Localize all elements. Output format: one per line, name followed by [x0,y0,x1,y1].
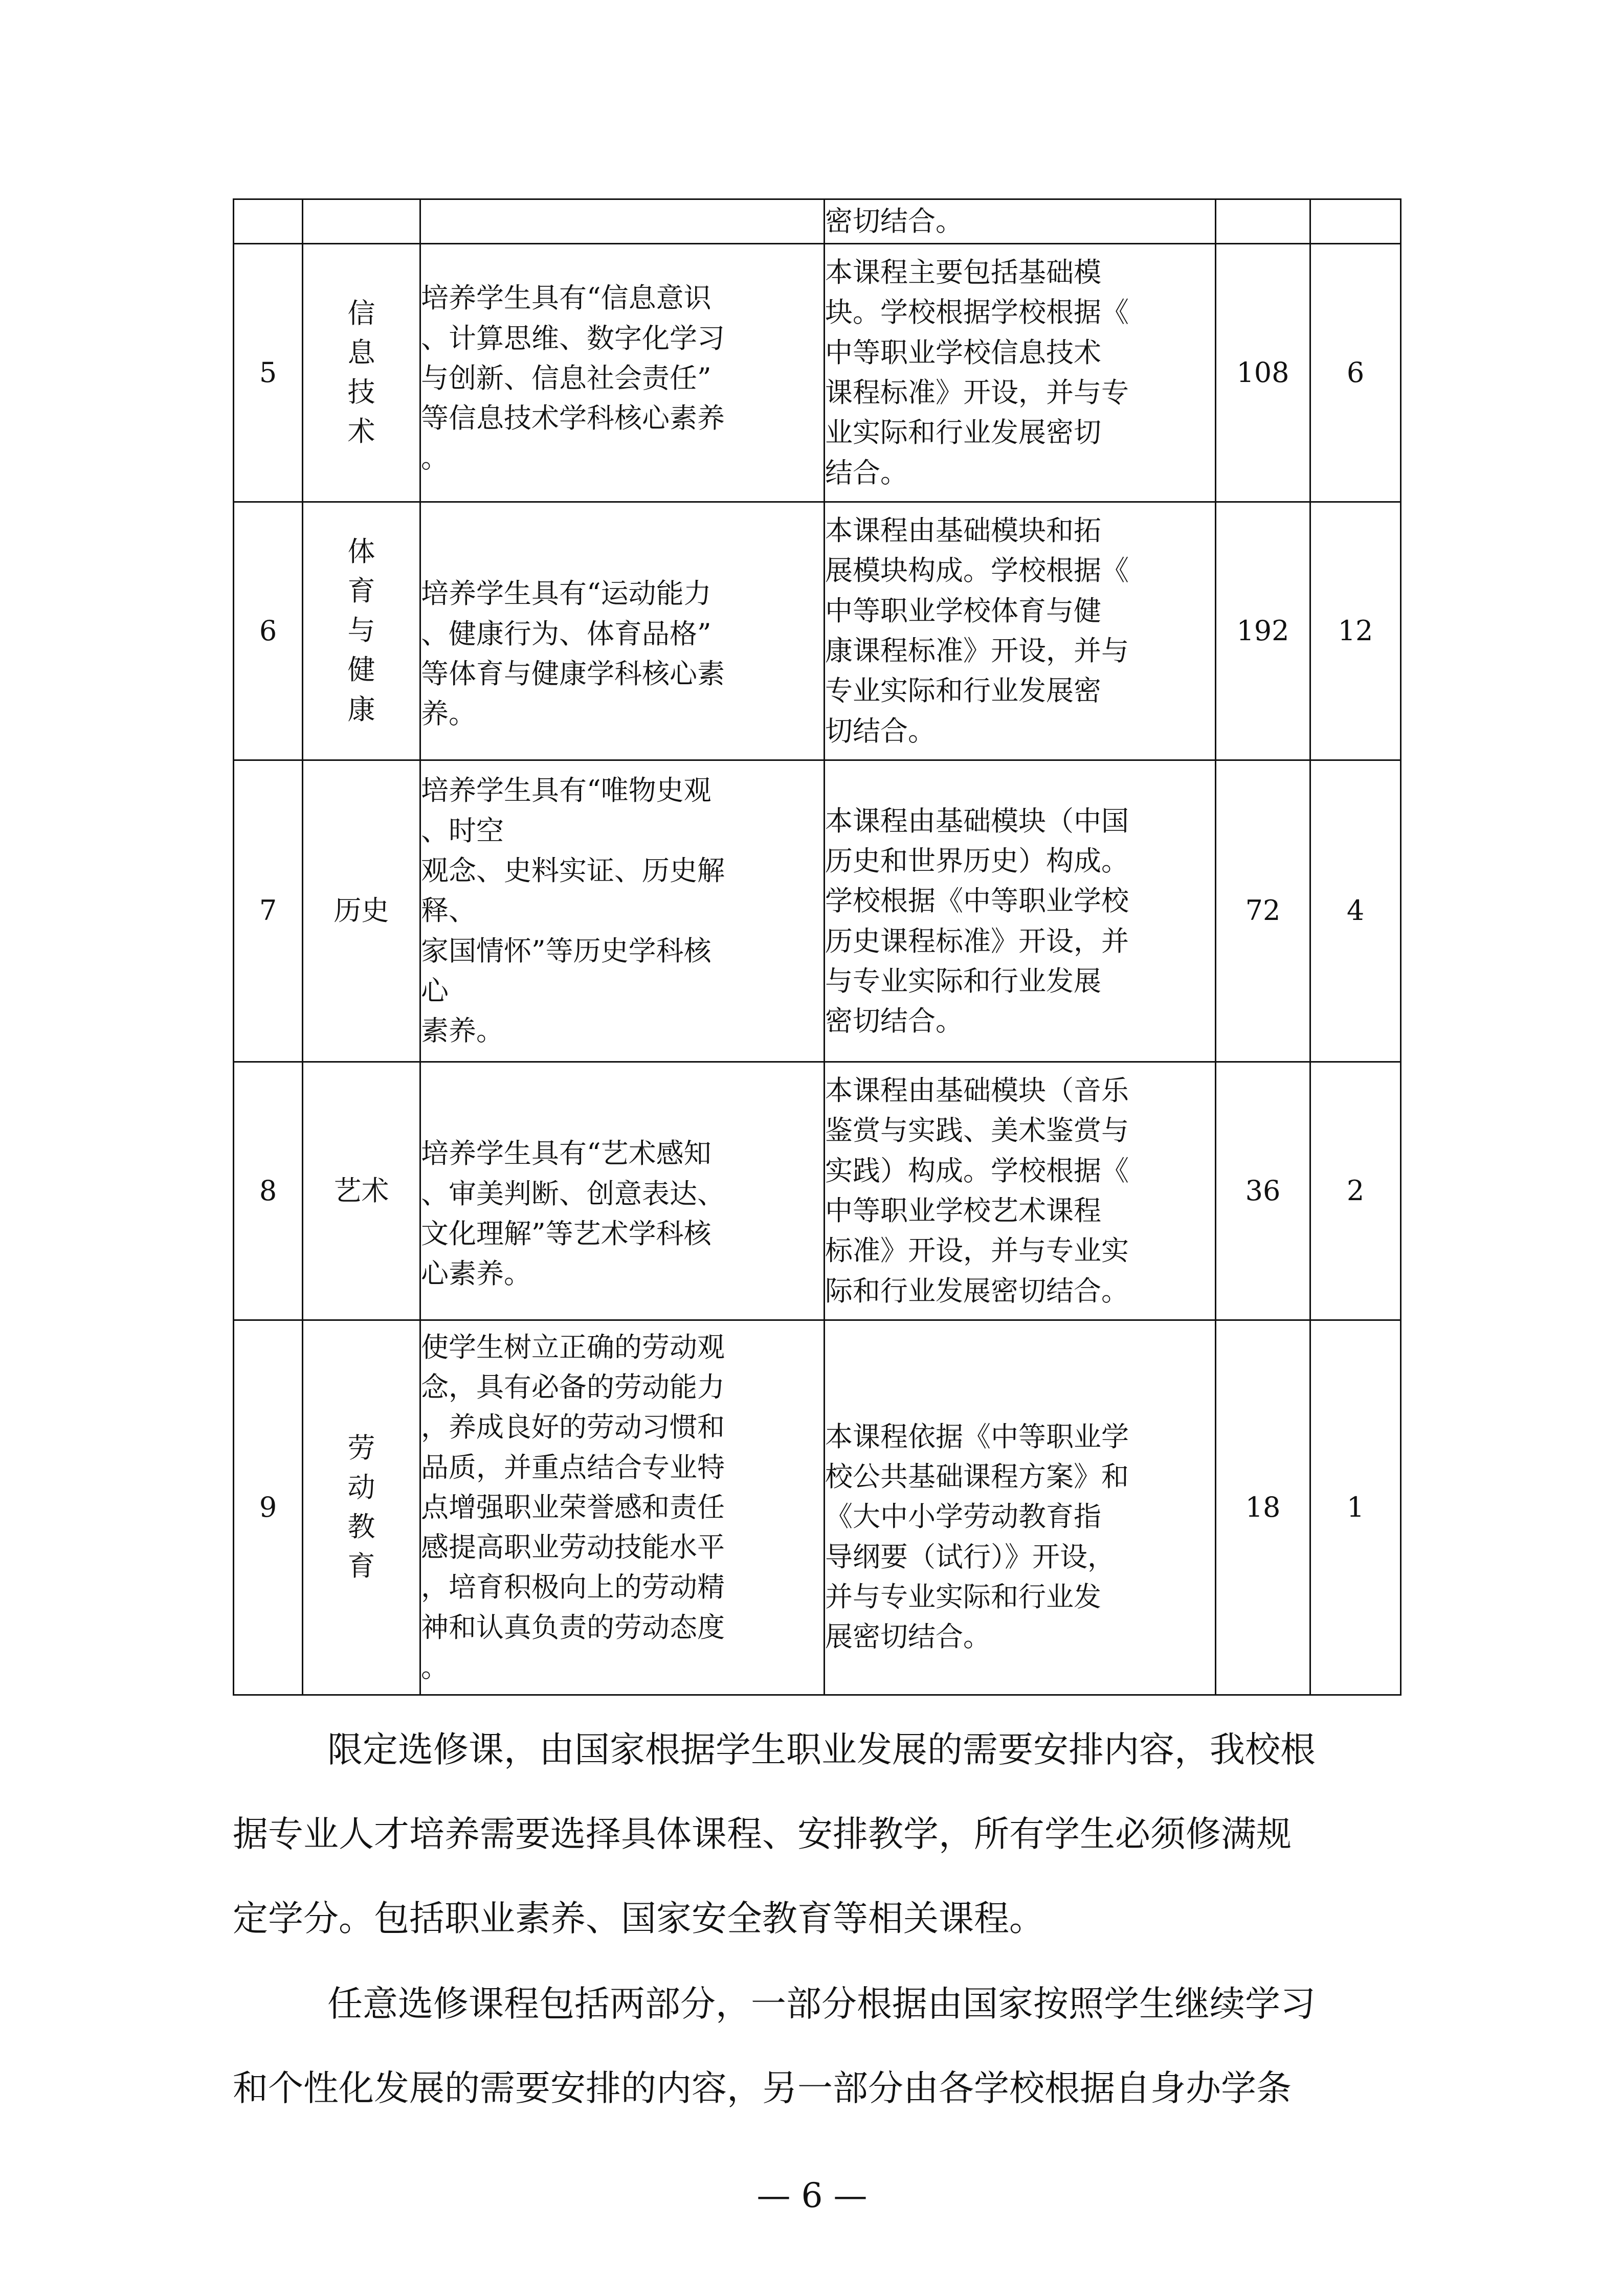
course-name [303,1320,420,1695]
course-name-line: 艺术 [333,1174,389,1207]
goal-line: 等信息技术学科核心素养 [421,402,725,435]
course-hours: 72 [1216,760,1310,1062]
row-number: 8 [234,1062,303,1320]
course-credit: 6 [1310,244,1401,502]
course-name [303,199,420,244]
table-row [234,199,1401,244]
req-line: 展密切结合。 [825,1620,991,1653]
table-row [234,760,1401,1062]
course-goal [420,199,825,244]
req-line: 业实际和行业发展密切 [825,416,1101,449]
goal-line: 、时空 [421,814,504,847]
req-line: 密切结合。 [825,1005,963,1038]
req-line: 课程标准》开设，并与专 [825,376,1129,409]
req-line: 际和行业发展密切结合。 [825,1274,1129,1307]
goal-line: 点增强职业荣誉感和责任 [421,1491,725,1523]
goal-line: 品质，并重点结合专业特 [421,1451,725,1483]
req-line: 实践）构成。学校根据《 [825,1154,1129,1187]
goal-line: 家国情怀”等历史学科核 [421,934,711,967]
goal-line: 念，具有必备的劳动能力 [421,1370,725,1403]
course-credit: 12 [1310,502,1401,760]
course-name-line: 教育 [347,1511,375,1582]
goal-line: 、审美判断、创意表达、 [421,1177,725,1210]
req-line: 本课程主要包括基础模 [825,256,1101,289]
table-row [234,1062,1401,1320]
course-goal [420,1320,825,1695]
course-hours: 36 [1216,1062,1310,1320]
req-line: 切结合。 [825,714,936,747]
course-name-line: 历史 [333,894,389,927]
req-line: 《大中小学劳动教育指 [825,1500,1101,1533]
body-paragraph-line: 定学分。包括职业素养、国家安全教育等相关课程。 [233,1898,1044,1939]
goal-line: 、计算思维、数字化学习 [421,322,725,354]
body-paragraph-line: 据专业人才培养需要选择具体课程、安排教学，所有学生必须修满规 [233,1814,1292,1855]
goal-line: ，养成良好的劳动习惯和 [421,1411,725,1444]
course-credit [1310,199,1401,244]
table-row [234,244,1401,502]
row-number [234,199,303,244]
table-row [234,1320,1401,1695]
req-line: 中等职业学校艺术课程 [825,1195,1101,1227]
goal-line: 文化理解”等艺术学科核 [421,1218,711,1250]
goal-line: 与创新、信息社会责任” [421,362,711,394]
goal-line: 培养学生具有“艺术感知 [421,1137,711,1170]
goal-line: 观念、史料实证、历史解 [421,854,725,887]
course-requirement [825,199,1216,244]
goal-line: 心 [421,974,449,1007]
goal-line: 。 [421,442,449,475]
course-name [303,244,420,502]
course-name-line: 康 [347,693,375,726]
course-name [303,1062,420,1320]
table-row [234,502,1401,760]
course-hours [1216,199,1310,244]
goal-line: 神和认真负责的劳动态度 [421,1611,725,1644]
req-line: 本课程由基础模块和拓 [825,514,1101,547]
goal-line: 。 [421,1651,449,1684]
course-name-line: 与健 [347,614,375,686]
body-paragraph-line: 限定选修课，由国家根据学生职业发展的需要安排内容，我校根 [327,1729,1316,1770]
req-line: 本课程依据《中等职业学 [825,1420,1129,1453]
body-paragraph-line: 任意选修课程包括两部分，一部分根据由国家按照学生继续学习 [327,1984,1316,2024]
row-number: 6 [234,502,303,760]
row-number: 5 [234,244,303,502]
course-hours: 192 [1216,502,1310,760]
course-requirement [825,1320,1216,1695]
goal-line: ，培育积极向上的劳动精 [421,1571,725,1604]
course-name-line: 体育 [347,535,375,607]
req-line: 标准》开设，并与专业实 [825,1234,1129,1267]
goal-line: 释、 [421,894,476,927]
req-line: 并与专业实际和行业发 [825,1580,1101,1613]
req-line: 历史和世界历史）构成。 [825,844,1129,877]
course-hours: 108 [1216,244,1310,502]
req-line: 历史课程标准》开设，并 [825,925,1129,957]
course-requirement [825,244,1216,502]
course-credit: 1 [1310,1320,1401,1695]
req-line: 康课程标准》开设，并与 [825,635,1129,667]
req-line: 密切结合。 [825,205,963,237]
req-line: 本课程由基础模块（音乐 [825,1074,1129,1107]
course-goal [420,502,825,760]
course-requirement [825,760,1216,1062]
req-line: 中等职业学校信息技术 [825,336,1101,369]
goal-line: 等体育与健康学科核心素 [421,658,725,690]
goal-line: 培养学生具有“唯物史观 [421,774,711,807]
row-number: 7 [234,760,303,1062]
req-line: 展模块构成。学校根据《 [825,554,1129,587]
course-goal [420,1062,825,1320]
page-number: — 6 — [757,2176,867,2215]
req-line: 块。学校根据学校根据《 [825,296,1129,329]
course-table [233,198,1401,1696]
req-line: 学校根据《中等职业学校 [825,885,1129,917]
goal-line: 使学生树立正确的劳动观 [421,1331,725,1363]
req-line: 与专业实际和行业发展 [825,964,1101,997]
goal-line: 培养学生具有“运动能力 [421,577,711,610]
course-credit: 4 [1310,760,1401,1062]
course-table-body [234,199,1401,1695]
req-line: 导纲要（试行）》开设， [825,1540,1115,1573]
course-requirement [825,1062,1216,1320]
course-hours: 18 [1216,1320,1310,1695]
req-line: 结合。 [825,456,908,489]
course-name-line: 技术 [347,376,375,447]
course-name-line: 信息 [347,297,375,369]
goal-line: 心素养。 [421,1257,531,1290]
goal-line: 培养学生具有“信息意识 [421,282,711,314]
course-name [303,502,420,760]
course-name-line: 劳动 [347,1432,375,1503]
goal-line: 养。 [421,697,476,730]
goal-line: 素养。 [421,1015,504,1047]
req-line: 鉴赏与实践、美术鉴赏与 [825,1114,1129,1147]
goal-line: 感提高职业劳动技能水平 [421,1531,725,1564]
req-line: 校公共基础课程方案》和 [825,1460,1129,1493]
goal-line: 、健康行为、体育品格” [421,617,711,650]
body-paragraph-line: 和个性化发展的需要安排的内容，另一部分由各学校根据自身办学条 [233,2068,1292,2109]
row-number: 9 [234,1320,303,1695]
req-line: 本课程由基础模块（中国 [825,804,1129,837]
req-line: 专业实际和行业发展密 [825,674,1101,707]
course-credit: 2 [1310,1062,1401,1320]
course-goal [420,244,825,502]
req-line: 中等职业学校体育与健 [825,594,1101,627]
course-requirement [825,502,1216,760]
course-name [303,760,420,1062]
course-goal [420,760,825,1062]
